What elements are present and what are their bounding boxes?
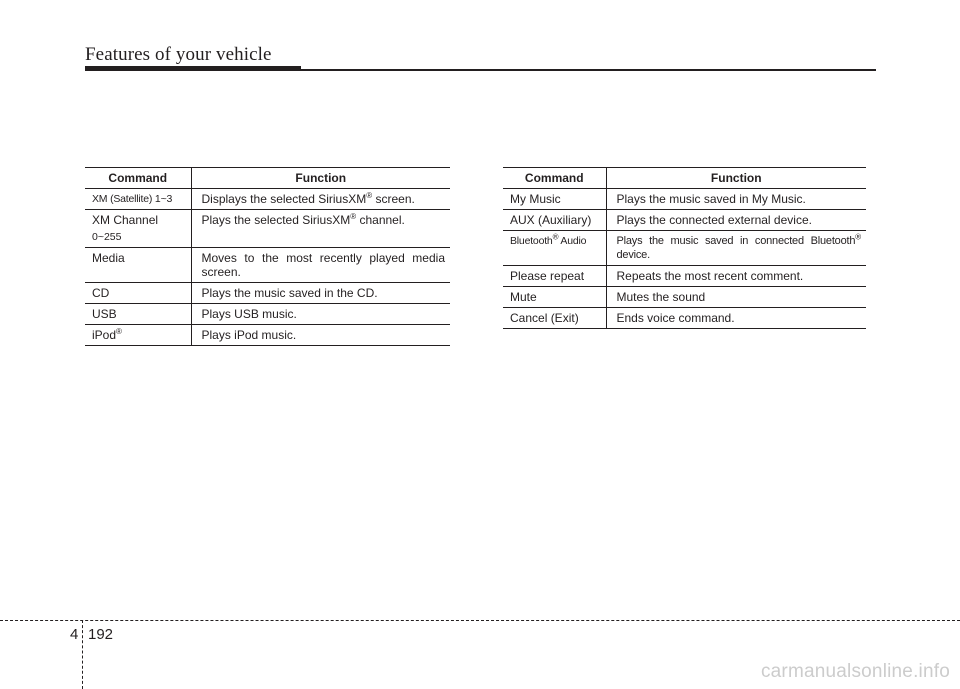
section-title: Features of your vehicle [85, 44, 272, 65]
voice-command-table-right [503, 167, 866, 329]
table-row [85, 189, 450, 210]
function-cell: Ends voice command. [606, 308, 866, 329]
table-header-row [503, 168, 866, 189]
column-header-function: Function [191, 168, 450, 189]
column-header-command: Command [503, 168, 606, 189]
function-cell: Plays the music saved in the CD. [191, 283, 450, 304]
command-cell: Media [85, 248, 191, 283]
table-row [503, 266, 866, 287]
function-cell: Plays the connected external device. [606, 210, 866, 231]
table-row [503, 189, 866, 210]
page-number: 192 [88, 626, 114, 643]
command-cell: AUX (Auxiliary) [503, 210, 606, 231]
table-header-row [85, 168, 450, 189]
command-cell: USB [85, 304, 191, 325]
footer-page-divider [82, 620, 83, 689]
command-cell: Cancel (Exit) [503, 308, 606, 329]
function-cell: Plays the music saved in My Music. [606, 189, 866, 210]
footer-divider [0, 620, 960, 621]
command-cell: Mute [503, 287, 606, 308]
command-cell: iPod® [85, 325, 191, 346]
function-cell: Repeats the most recent comment. [606, 266, 866, 287]
function-cell: Mutes the sound [606, 287, 866, 308]
table-row [503, 231, 866, 266]
function-cell: Plays iPod music. [191, 325, 450, 346]
chapter-number: 4 [70, 626, 79, 643]
table-row [85, 304, 450, 325]
function-cell: Plays the music saved in connected Bluetooth® device. [606, 231, 866, 266]
command-cell: My Music [503, 189, 606, 210]
voice-command-table-left [85, 167, 450, 346]
function-cell: Moves to the most recently played media screen. [191, 248, 450, 283]
command-cell: XM Channel 0~255 [85, 210, 191, 248]
table-row [503, 210, 866, 231]
table-row [85, 210, 450, 248]
table-row [85, 283, 450, 304]
function-cell: Plays USB music. [191, 304, 450, 325]
column-header-command: Command [85, 168, 191, 189]
command-cell: Bluetooth® Audio [503, 231, 606, 266]
header-rule-thick [85, 66, 301, 71]
table-row [503, 287, 866, 308]
command-cell: XM (Satellite) 1~3 [85, 189, 191, 210]
command-cell: Please repeat [503, 266, 606, 287]
function-cell: Plays the selected SiriusXM® channel. [191, 210, 450, 248]
column-header-function: Function [606, 168, 866, 189]
command-cell: CD [85, 283, 191, 304]
table-row [85, 325, 450, 346]
watermark: carmanualsonline.info [760, 661, 950, 682]
table-row [85, 248, 450, 283]
table-row [503, 308, 866, 329]
header-rule-thin [301, 69, 876, 71]
function-cell: Displays the selected SiriusXM® screen. [191, 189, 450, 210]
